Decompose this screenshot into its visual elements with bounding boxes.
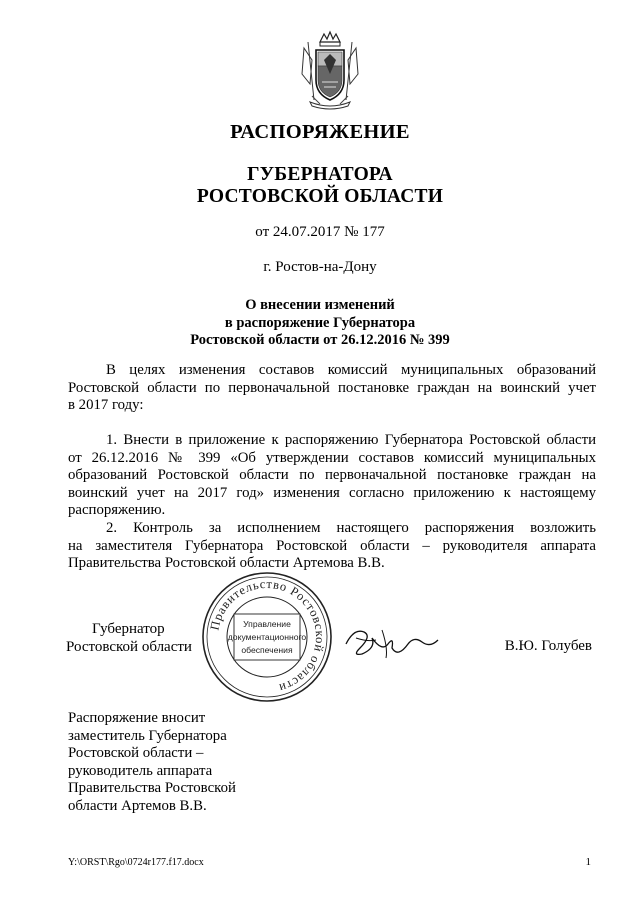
- signer-name: В.Ю. Голубев: [504, 638, 592, 654]
- paragraph-line: Правительства Ростовской области Артемова В.В.: [68, 555, 385, 571]
- subject-line: в распоряжение Губернатора: [224, 314, 416, 331]
- handwritten-signature: [342, 618, 442, 664]
- introducer-line: руководитель аппарата: [68, 762, 213, 779]
- issuer-title-line1: ГУБЕРНАТОРА: [247, 164, 393, 185]
- signer-position: [66, 620, 192, 656]
- subject-line: О внесении изменений: [245, 297, 395, 313]
- subject-line: Ростовской области от 26.12.2016 № 399: [190, 332, 450, 348]
- introducer-line: Правительства Ростовской: [68, 780, 236, 797]
- coat-of-arms-icon: [298, 30, 362, 112]
- document-date-number: от 24.07.2017 № 177: [255, 224, 385, 240]
- issuer-title-line2: РОСТОВСКОЙ ОБЛАСТИ: [196, 186, 444, 207]
- stamp-inner-line: Управление: [243, 619, 291, 629]
- document-city: г. Ростов-на-Дону: [263, 259, 377, 275]
- introducer-line: заместитель Губернатора: [68, 727, 227, 744]
- stamp-inner-line: документационного: [227, 632, 307, 642]
- document-type: РАСПОРЯЖЕНИЕ: [230, 121, 410, 143]
- stamp-ring-text: Правительство Ростовской области: [207, 576, 328, 696]
- document-subject: [0, 297, 640, 350]
- official-stamp: [200, 570, 334, 704]
- item-1-paragraph: [68, 432, 596, 520]
- introducer-line: области Артемов В.В.: [68, 797, 207, 814]
- paragraph-line: от 26.12.2016 № 399 «Об утверждении составов комиссий муниципальных: [68, 449, 596, 466]
- page-number: 1: [585, 856, 591, 868]
- stamp-inner-line: обеспечения: [241, 645, 293, 655]
- paragraph-line: в 2017 году:: [68, 397, 144, 413]
- paragraph-line: Ростовской области по первоначальной постановке граждан на воинский учет: [68, 379, 596, 396]
- signer-position-line: Губернатор: [92, 621, 165, 637]
- item-2-paragraph: [68, 520, 596, 573]
- paragraph-line: образований Ростовской области по первоначальной постановке граждан на: [68, 467, 596, 483]
- preamble-paragraph: [68, 362, 596, 415]
- paragraph-line: 2. Контроль за исполнением настоящего распоряжения возложить: [106, 520, 596, 536]
- paragraph-line: В целях изменения составов комиссий муниципальных образований: [106, 362, 596, 378]
- paragraph-line: на заместителя Губернатора Ростовской области – руководителя аппарата: [68, 537, 596, 554]
- signer-position-line: Ростовской области: [66, 639, 192, 655]
- introducer-block: [68, 710, 236, 816]
- paragraph-line: 1. Внести в приложение к распоряжению Губернатора Ростовской области: [106, 432, 596, 448]
- paragraph-line: воинский учет на 2017 год» изменения согласно приложению к настоящему: [68, 484, 596, 501]
- footer-file-path: Y:\ORST\Rgo\0724r177.f17.docx: [68, 857, 204, 868]
- paragraph-line: распоряжению.: [68, 502, 166, 518]
- introducer-line: Распоряжение вносит: [68, 710, 206, 726]
- introducer-line: Ростовской области –: [68, 745, 204, 762]
